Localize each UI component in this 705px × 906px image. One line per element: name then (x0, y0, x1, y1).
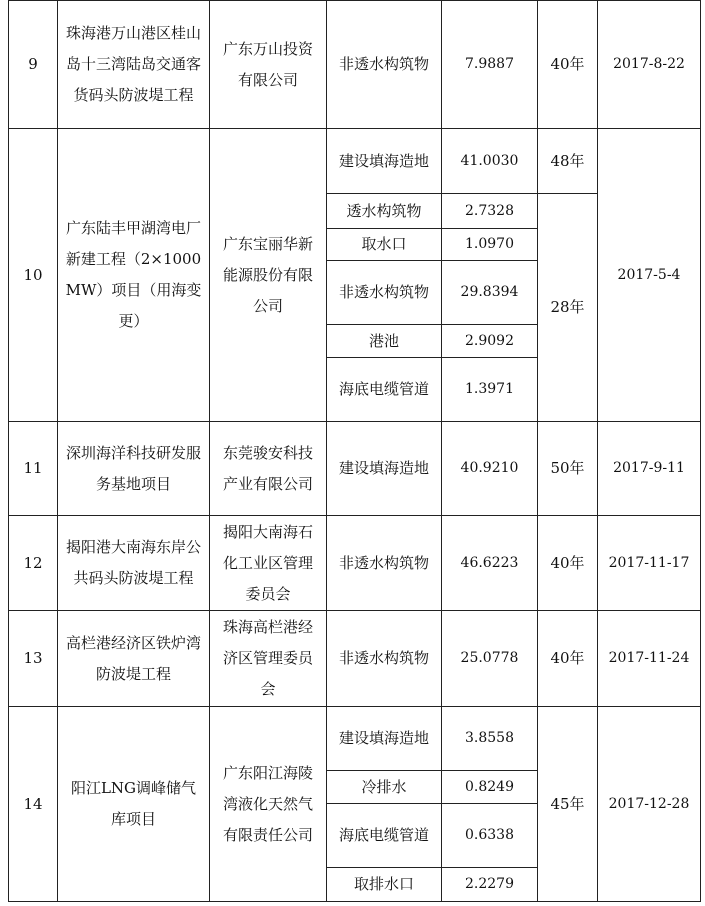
project-name: 高栏港经济区铁炉湾防波堤工程 (58, 611, 210, 707)
use-type: 建设填海造地 (327, 422, 442, 516)
use-area: 46.6223 (442, 516, 538, 611)
row-number: 14 (9, 707, 58, 902)
use-type: 冷排水 (327, 771, 442, 804)
use-years: 45年 (538, 707, 598, 902)
row-number: 9 (9, 1, 58, 129)
use-years: 28年 (538, 194, 598, 422)
sea-use-table (8, 0, 701, 902)
row-number: 12 (9, 516, 58, 611)
company-name: 珠海高栏港经济区管理委员会 (210, 611, 327, 707)
use-area: 25.0778 (442, 611, 538, 707)
approval-date: 2017-8-22 (598, 1, 701, 129)
company-name: 揭阳大南海石化工业区管理委员会 (210, 516, 327, 611)
use-area: 2.7328 (442, 194, 538, 229)
approval-date: 2017-12-28 (598, 707, 701, 902)
use-type: 非透水构筑物 (327, 1, 442, 129)
use-type: 海底电缆管道 (327, 358, 442, 422)
company-name: 东莞骏安科技产业有限公司 (210, 422, 327, 516)
approval-date: 2017-11-24 (598, 611, 701, 707)
use-years: 50年 (538, 422, 598, 516)
use-type: 建设填海造地 (327, 707, 442, 771)
use-years: 40年 (538, 1, 598, 129)
use-area: 0.6338 (442, 804, 538, 868)
table-row (9, 516, 701, 611)
use-type: 非透水构筑物 (327, 261, 442, 325)
use-area: 29.8394 (442, 261, 538, 325)
use-years: 48年 (538, 129, 598, 194)
table-row (9, 129, 701, 194)
use-area: 40.9210 (442, 422, 538, 516)
use-area: 2.2279 (442, 868, 538, 902)
use-type: 透水构筑物 (327, 194, 442, 229)
use-area: 1.3971 (442, 358, 538, 422)
use-area: 7.9887 (442, 1, 538, 129)
use-area: 0.8249 (442, 771, 538, 804)
row-number: 10 (9, 129, 58, 422)
project-name: 阳江LNG调峰储气库项目 (58, 707, 210, 902)
use-area: 1.0970 (442, 229, 538, 261)
use-type: 建设填海造地 (327, 129, 442, 194)
use-area: 3.8558 (442, 707, 538, 771)
company-name: 广东宝丽华新能源股份有限公司 (210, 129, 327, 422)
approval-date: 2017-5-4 (598, 129, 701, 422)
table-row (9, 611, 701, 707)
use-type: 取水口 (327, 229, 442, 261)
table-row (9, 422, 701, 516)
use-area: 2.9092 (442, 325, 538, 358)
approval-date: 2017-11-17 (598, 516, 701, 611)
row-number: 11 (9, 422, 58, 516)
project-name: 揭阳港大南海东岸公共码头防波堤工程 (58, 516, 210, 611)
project-name: 珠海港万山港区桂山岛十三湾陆岛交通客货码头防波堤工程 (58, 1, 210, 129)
company-name: 广东阳江海陵湾液化天然气有限责任公司 (210, 707, 327, 902)
use-area: 41.0030 (442, 129, 538, 194)
use-years: 40年 (538, 611, 598, 707)
use-type: 取排水口 (327, 868, 442, 902)
table-wrapper (8, 0, 701, 902)
use-type: 海底电缆管道 (327, 804, 442, 868)
table-row (9, 1, 701, 129)
use-type: 非透水构筑物 (327, 611, 442, 707)
project-name: 深圳海洋科技研发服务基地项目 (58, 422, 210, 516)
row-number: 13 (9, 611, 58, 707)
approval-date: 2017-9-11 (598, 422, 701, 516)
use-type: 非透水构筑物 (327, 516, 442, 611)
use-years: 40年 (538, 516, 598, 611)
company-name: 广东万山投资有限公司 (210, 1, 327, 129)
use-type: 港池 (327, 325, 442, 358)
project-name: 广东陆丰甲湖湾电厂新建工程（2×1000MW）项目（用海变更） (58, 129, 210, 422)
table-row (9, 707, 701, 771)
